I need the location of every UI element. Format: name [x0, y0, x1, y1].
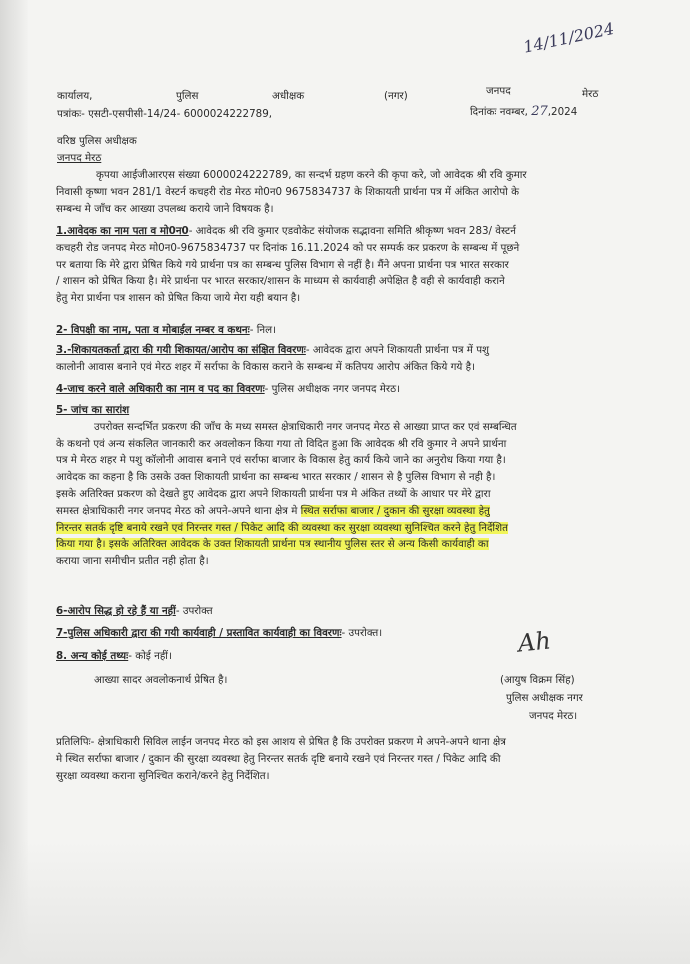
header-city: (नगर) [384, 90, 408, 102]
signature-scribble: Ah [516, 626, 553, 658]
section-8-text: - कोई नहीं। [128, 650, 172, 662]
section-1-heading: 1.आवेदक का नाम पता व मो0न0 [56, 225, 189, 237]
section-2-text: - निल। [249, 324, 276, 336]
section-1-line: हेतु मेरा प्रार्थना पत्र शासन को प्रेषित किया जाये मेरा यही बयान है। [56, 292, 301, 305]
section-5-line: कराया जाना समीचीन प्रतीत नही होता है। [56, 555, 209, 568]
section-5-line: इसके अतिरिक्त प्रकरण को देखते हुए आवेदक द्वारा अपने शिकायती प्रार्थना पत्र मे अंकित तथ्यों के आधार पर मेरे द्वारा [56, 487, 491, 500]
highlighted-text: निरन्तर सतर्क दृष्टि बनाये रखने एवं निरन्तर गस्त / पिकेट आदि की व्यवस्था कर सुरक्षा व्यवस्था सुनिश्चित करने हेतु निर्देशित [56, 521, 508, 534]
signatory-name: (आयुष विक्रम सिंह) [500, 674, 575, 686]
reference-number: पत्रांकः- एसटी-एसपीसी-14/24- 6000024222789, [57, 108, 273, 120]
section-3 [56, 342, 621, 376]
highlighted-text: किया गया है। इसके अतिरिक्त आवेदक के उक्त शिकायती प्रार्थना पत्र स्थानीय पुलिस स्तर से अन्य किसी कार्यवाही का [56, 538, 489, 551]
header-district: जनपद [486, 85, 511, 97]
section-1-line: कचहरी रोड जनपद मेरठ मो0न0-9675834737 पर दिनांक 16.11.2024 को पर सम्पर्क कर प्रकरण के सम्बन्ध में पूछने [56, 241, 520, 254]
section-3-text: - आवेदक द्वारा अपने शिकायती प्रार्थना पत्र में पशु [305, 344, 490, 356]
addressee-title: वरिष्ठ पुलिस अधीक्षक [57, 135, 137, 147]
section-5-line: आवेदक का कहना है कि उसके उक्त शिकायती प्रार्थना का सम्बन्ध भारत सरकार / शासन से है पुलिस विभाग से नही है। [56, 471, 496, 484]
header-police: पुलिस [176, 90, 199, 102]
section-1 [56, 223, 621, 307]
section-1-text: - आवेदक श्री रवि कुमार एडवोकेट संयोजक सद्भावना समिति श्रीकृष्ण भवन 283/ वेस्टर्न [188, 225, 516, 237]
section-6 [56, 603, 621, 620]
header-office: कार्यालय, [57, 90, 93, 102]
date-day: 27 [531, 104, 548, 119]
section-1-line: / शासन को प्रेषित किया है। मेरे प्रार्थना पर भारत सरकार/शासन के माध्यम से कार्यवाही अपेक्षित है वही से कार्यवाही कराने [56, 275, 505, 288]
section-6-text: - उपरोक्त [175, 605, 213, 617]
intro-line: सम्बन्ध मे जाँच कर आख्या उपलब्ध कराये जाने विषयक है। [56, 202, 274, 215]
signatory-district: जनपद मेरठ। [529, 710, 578, 722]
copy-line: मे स्थित सर्राफा बाजार / दुकान की सुरक्षा व्यवस्था हेतु निरन्तर सतर्क दृष्टि बनाये रखने एवं निरन्तर गस्त / पिकेट आदि की [56, 752, 501, 765]
handwritten-date: 14/11/2024 [521, 18, 616, 57]
section-3-line: कालोनी आवास बनाने एवं मेरठ शहर में सर्राफा के विकास कराने के सम्बन्ध में कतिपय आरोप अंकित किये गये है। [56, 360, 475, 373]
intro-line: कृपया आईजीआरएस संख्या 6000024222789, का सन्दर्भ ग्रहण करने की कृपा करे, जो आवेदक श्री रवि कुमार [96, 169, 527, 181]
date-year: ,2024 [547, 106, 578, 118]
letter-date [470, 104, 577, 121]
highlighted-text: स्थित सर्राफा बाजार / दुकान की सुरक्षा व्यवस्था हेतु [300, 504, 490, 517]
section-1-line: पर बताया कि मेरे द्वारा प्रेषित किये गये प्रार्थना पत्र का सम्बन्ध पुलिस विभाग से नहीं है। मैंने अपना प्रार्थना पत्र भारत सरकार [56, 258, 509, 271]
header-superintendent: अधीक्षक [272, 90, 305, 102]
section-5-line: के कथनो एवं अन्य संकलित जानकारी कर अवलोकन किया गया तो विदित हुआ कि आवेदक श्री रवि कुमार ने अपने प्रार्थना [56, 437, 507, 450]
section-5-heading: 5- जांच का सारांश [56, 404, 130, 416]
signatory-designation: पुलिस अधीक्षक नगर [506, 692, 583, 704]
copy-line: प्रतिलिपिः- क्षेत्राधिकारी सिविल लाईन जनपद मेरठ को इस आशय से प्रेषित है कि उपरोक्त प्रकरण मे अपने-अपने थाना क्षेत्र [56, 736, 506, 748]
addressee-district: जनपद मेरठ [57, 152, 102, 164]
section-4 [56, 381, 621, 398]
section-8-heading: 8. अन्य कोई तथ्यः [56, 650, 129, 662]
section-5-line: उपरोक्त सन्दर्भित प्रकरण की जाँच के मध्य समस्त क्षेत्राधिकारी नगर जनपद मेरठ से आख्या प्राप्त कर एवं सम्बन्धित [94, 420, 517, 433]
section-3-heading: 3.-शिकायतकर्ता द्वारा की गयी शिकायत/आरोप का संक्षित विवरणः [56, 344, 306, 356]
copy-to [56, 734, 621, 784]
section-5-line: पत्र मे मेरठ शहर मे पशु कॉलोनी आवास बनाने एवं सर्राफा बाजार के विकास हेतु कार्य किये जाने का अनुरोध किया गया है। [56, 454, 506, 467]
section-7-text: - उपरोक्त। [341, 627, 383, 639]
section-2-heading: 2- विपक्षी का नाम, पता व मोबाईल नम्बर व कथनः [56, 324, 250, 336]
closing-line: आख्या सादर अवलोकनार्थ प्रेषित है। [94, 674, 228, 686]
page-edge-shadow [0, 0, 28, 964]
intro-paragraph [56, 167, 621, 217]
intro-line: निवासी कृष्णा भवन 281/1 वेस्टर्न कचहरी रोड मेरठ मो0न0 9675834737 के शिकायती प्रार्थना पत्र में अंकित आरोपो के [56, 185, 520, 198]
section-5 [56, 402, 621, 570]
section-6-heading: 6-आरोप सिद्ध हो रहे हैं या नहीं [56, 605, 176, 617]
date-label: दिनांकः नवम्बर, [470, 106, 528, 118]
section-4-heading: 4-जाच करने वाले अधिकारी का नाम व पद का विवरणः [56, 383, 265, 395]
section-5-line6: समस्त क्षेत्राधिकारी नगर जनपद मेरठ को अपने-अपने थाना क्षेत्र मे [56, 504, 301, 517]
section-4-text: - पुलिस अधीक्षक नगर जनपद मेरठ। [264, 383, 401, 395]
section-2 [56, 322, 621, 339]
copy-line: सुरक्षा व्यवस्था कराना सुनिश्चित कराने/करने हेतु निर्देशित। [56, 769, 270, 782]
page-bottom-shadow [0, 840, 690, 964]
section-7-heading: 7-पुलिस अधिकारी द्वारा की गयी कार्यवाही / प्रस्तावित कार्यवाही का विवरणः [56, 627, 342, 639]
header-district-name: मेरठ [582, 88, 599, 100]
